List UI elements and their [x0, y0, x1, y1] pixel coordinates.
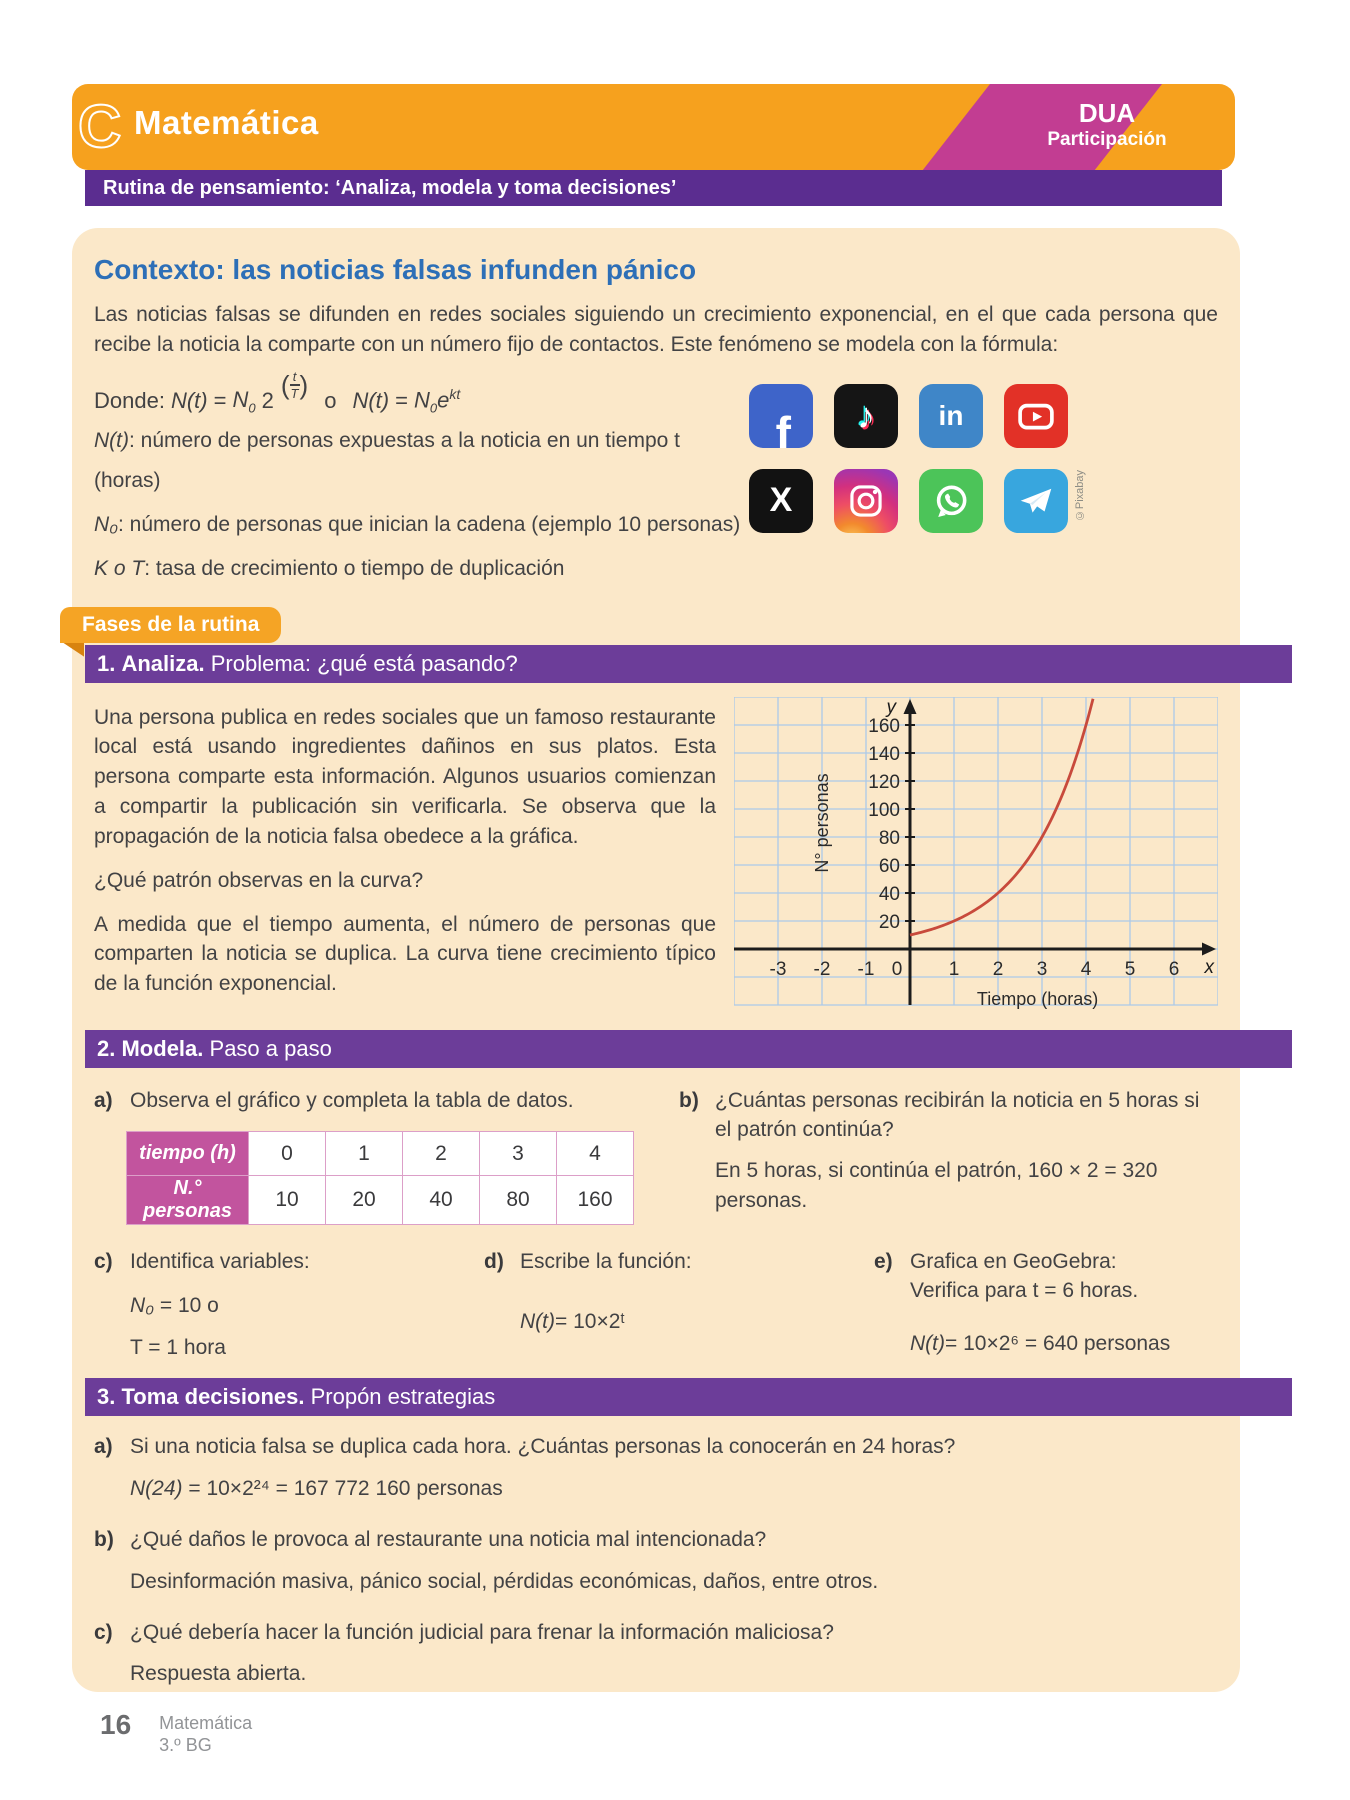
analiza-question: ¿Qué patrón observas en la curva?: [94, 868, 424, 892]
table-row-time: [127, 1132, 634, 1176]
item-e-formula: N(t)= 10×2⁶ = 640 personas: [910, 1331, 1171, 1355]
growth-chart-box: [734, 697, 1218, 1014]
formula-exponent-fraction: ( $\frac{t}{T}$ ): [280, 368, 309, 401]
section1-content: [94, 697, 1218, 1014]
definition-item: N(t): número de personas expuestas a la noticia en un tiempo t (horas): [94, 428, 681, 492]
whatsapp-phone-glyph: [928, 478, 974, 524]
item-b: [679, 1086, 1218, 1145]
linkedin-icon: [919, 384, 983, 448]
decision-a-label: a): [94, 1435, 113, 1459]
fases-badge: Fases de la rutina: [60, 607, 281, 643]
decision-a: [94, 1432, 1218, 1461]
item-d-block: [484, 1231, 874, 1360]
footer-book-block: [159, 1712, 252, 1756]
decision-b-answer: Desinformación masiva, pánico social, pérdidas económicas, daños, entre otros.: [130, 1569, 879, 1593]
dua-title: DUA: [1078, 98, 1136, 128]
header-bar: [72, 84, 1235, 170]
table-header-time: tiempo (h): [127, 1132, 249, 1176]
svg-text:5: 5: [1124, 958, 1136, 980]
svg-text:-1: -1: [857, 958, 875, 980]
formula-eq-2: =: [395, 388, 408, 414]
table-cell: 80: [480, 1176, 557, 1225]
svg-text:120: 120: [868, 771, 900, 793]
svg-text:60: 60: [878, 855, 900, 877]
decision-c-label: c): [94, 1620, 113, 1644]
brand-c-icon: C: [78, 93, 122, 160]
social-icons-grid: [749, 384, 1086, 589]
formula-and-icons-row: [94, 370, 1218, 589]
table-cell: 1: [326, 1132, 403, 1176]
formula-column: [94, 370, 749, 589]
page-number: 16: [100, 1709, 132, 1740]
item-e-text: Grafica en GeoGebra:: [910, 1250, 1117, 1274]
section2-row2: [94, 1231, 1218, 1360]
section2-bar: [85, 1030, 1292, 1068]
section1-bar: [85, 645, 1292, 683]
item-d-label: d): [484, 1250, 504, 1274]
dua-subtitle: Participación: [1047, 129, 1167, 150]
formula-or: o: [324, 388, 337, 414]
item-e-text2: Verifica para t = 6 horas.: [910, 1279, 1139, 1303]
svg-text:140: 140: [868, 743, 900, 765]
section1-number: 1.: [97, 650, 116, 676]
pixabay-credit: ©Pixabay: [1074, 469, 1086, 521]
item-a-label: a): [94, 1088, 113, 1112]
section1-text-column: [94, 697, 716, 1014]
decision-c-text: ¿Qué debería hacer la función judicial para frenar la información maliciosa?: [130, 1620, 834, 1644]
decision-a-answer: N(24) = 10×2²⁴ = 167 772 160 personas: [130, 1476, 503, 1500]
growth-formula: [94, 368, 749, 417]
item-a-text: Observa el gráfico y completa la tabla de datos.: [130, 1088, 574, 1112]
subject-title: Matemática: [134, 104, 319, 141]
data-table: [126, 1131, 634, 1225]
item-c-label: c): [94, 1250, 113, 1274]
footer-grade: 3.º BG: [159, 1735, 212, 1755]
formula-base: 2: [261, 388, 274, 414]
telegram-plane-glyph: [1014, 479, 1058, 523]
page-footer: [100, 1709, 253, 1756]
section2-name: Modela.: [121, 1035, 204, 1061]
footer-book: Matemática: [159, 1713, 253, 1733]
table-header-people: N.° personas: [127, 1176, 249, 1225]
context-intro: Las noticias falsas se difunden en redes sociales siguiendo un crecimiento exponencial, en el que cada persona que recibe la noticia la comparte con un número fijo de contactos. Este fenómeno se modela con la fórmula:: [94, 303, 1218, 356]
whatsapp-icon: [919, 469, 983, 533]
definition-item: K o T: tasa de crecimiento o tiempo de duplicación: [94, 556, 565, 580]
section3-bar: [85, 1378, 1292, 1416]
item-c-text: Identifica variables:: [130, 1250, 310, 1274]
svg-text:x: x: [1204, 956, 1214, 978]
x-icon: [749, 469, 813, 533]
svg-text:100: 100: [868, 799, 900, 821]
formula-eq: =: [213, 388, 227, 414]
decision-b-text: ¿Qué daños le provoca al restaurante una noticia mal intencionada?: [130, 1528, 767, 1552]
svg-text:6: 6: [1168, 958, 1180, 980]
svg-text:20: 20: [878, 911, 900, 933]
table-cell: 3: [480, 1132, 557, 1176]
item-b-text: ¿Cuántas personas recibirán la noticia en 5 horas si el patrón continúa?: [715, 1088, 1200, 1142]
table-row-people: [127, 1176, 634, 1225]
facebook-icon: [749, 384, 813, 448]
x-glyph: X: [769, 481, 793, 520]
item-b-block: [679, 1070, 1218, 1225]
item-d-formula: N(t)= 10×2ᵗ: [520, 1310, 626, 1334]
svg-text:1: 1: [948, 958, 960, 980]
decision-c-answer: Respuesta abierta.: [130, 1662, 307, 1686]
item-a-block: [94, 1070, 649, 1225]
formula-nt-2: N(t): [352, 388, 390, 414]
item-b-answer: En 5 horas, si continúa el patrón, 160 × 2 = 320 personas.: [715, 1159, 1158, 1212]
table-cell: 20: [326, 1176, 403, 1225]
table-cell: 4: [557, 1132, 634, 1176]
tiktok-note-glyph: ♪: [857, 394, 875, 436]
item-c-line2: T = 1 hora: [130, 1336, 226, 1360]
formula-donde-label: Donde:: [94, 388, 165, 414]
section3-subtitle: Propón estrategias: [310, 1384, 496, 1410]
instagram-camera-glyph: [844, 479, 888, 523]
svg-text:0: 0: [891, 958, 903, 980]
growth-chart: [734, 697, 1218, 1009]
svg-text:-2: -2: [813, 958, 831, 980]
tiktok-icon: [834, 384, 898, 448]
svg-text:y: y: [886, 696, 896, 718]
svg-text:N° personas: N° personas: [812, 773, 832, 873]
dua-label: [1012, 98, 1202, 152]
analiza-paragraph: Una persona publica en redes sociales que un famoso restaurante local está usando ingredientes dañinos en sus platos. Esta persona comparte esta información. Algunos usuarios comienzan a compartir la publicación sin verificarla. Se observa que la propagación de la noticia falsa obedece a la gráfica.: [94, 705, 716, 848]
svg-text:160: 160: [868, 715, 900, 737]
formula-n0: $N_0$: [232, 386, 256, 416]
item-a: [94, 1086, 649, 1115]
section2-subtitle: Paso a paso: [209, 1035, 332, 1061]
svg-text:-3: -3: [769, 958, 787, 980]
item-e-label: e): [874, 1250, 893, 1274]
table-cell: 40: [403, 1176, 480, 1225]
svg-text:4: 4: [1080, 958, 1092, 980]
table-cell: 0: [249, 1132, 326, 1176]
item-e: [874, 1247, 1218, 1306]
context-title: Contexto: las noticias falsas infunden pánico: [94, 254, 697, 285]
decision-b: [94, 1525, 1218, 1554]
decision-c: [94, 1618, 1218, 1647]
item-b-label: b): [679, 1088, 699, 1112]
analiza-answer: A medida que el tiempo aumenta, el número de personas que comparten la noticia se duplica. La curva tiene crecimiento típico de la función exponencial.: [94, 912, 716, 996]
formula-nt: N(t): [170, 388, 208, 414]
table-cell: 160: [557, 1176, 634, 1225]
decision-a-text: Si una noticia falsa se duplica cada hora. ¿Cuántas personas la conocerán en 24 horas?: [130, 1435, 956, 1459]
routine-bar: Rutina de pensamiento: ‘Analiza, modela y toma decisiones’: [85, 170, 1222, 206]
section1-name: Analiza.: [121, 650, 205, 676]
section1-subtitle: Problema: ¿qué está pasando?: [210, 650, 518, 676]
svg-text:Tiempo (horas): Tiempo (horas): [976, 988, 1099, 1009]
svg-text:80: 80: [878, 827, 900, 849]
section2-number: 2.: [97, 1035, 116, 1061]
section2-row1: [94, 1070, 1218, 1225]
definition-item: N₀: número de personas que inician la cadena (ejemplo 10 personas): [94, 512, 741, 536]
item-d: [484, 1247, 874, 1276]
item-c-line1: N₀ = 10 o: [130, 1294, 219, 1318]
item-e-block: [874, 1231, 1218, 1360]
telegram-icon: [1004, 469, 1068, 533]
section3-number: 3.: [97, 1384, 116, 1410]
youtube-icon: [1004, 384, 1068, 448]
item-d-text: Escribe la función:: [520, 1250, 692, 1274]
table-cell: 10: [249, 1176, 326, 1225]
content-card: [72, 228, 1240, 1692]
fases-badge-wrap: [60, 607, 1218, 643]
linkedin-in-glyph: in: [938, 399, 964, 431]
svg-text:40: 40: [878, 883, 900, 905]
item-c-block: [94, 1231, 484, 1360]
instagram-icon: [834, 469, 898, 533]
facebook-f-glyph: f: [775, 406, 791, 448]
youtube-play-glyph: [1014, 394, 1058, 438]
item-c: [94, 1247, 484, 1276]
svg-text:2: 2: [992, 958, 1004, 980]
section3-name: Toma decisiones.: [121, 1384, 305, 1410]
table-cell: 2: [403, 1132, 480, 1176]
fases-badge-fold: [60, 641, 84, 657]
formula-n0e: $N_0e^{kt}$: [413, 386, 461, 416]
svg-text:3: 3: [1036, 958, 1048, 980]
decision-b-label: b): [94, 1528, 114, 1552]
